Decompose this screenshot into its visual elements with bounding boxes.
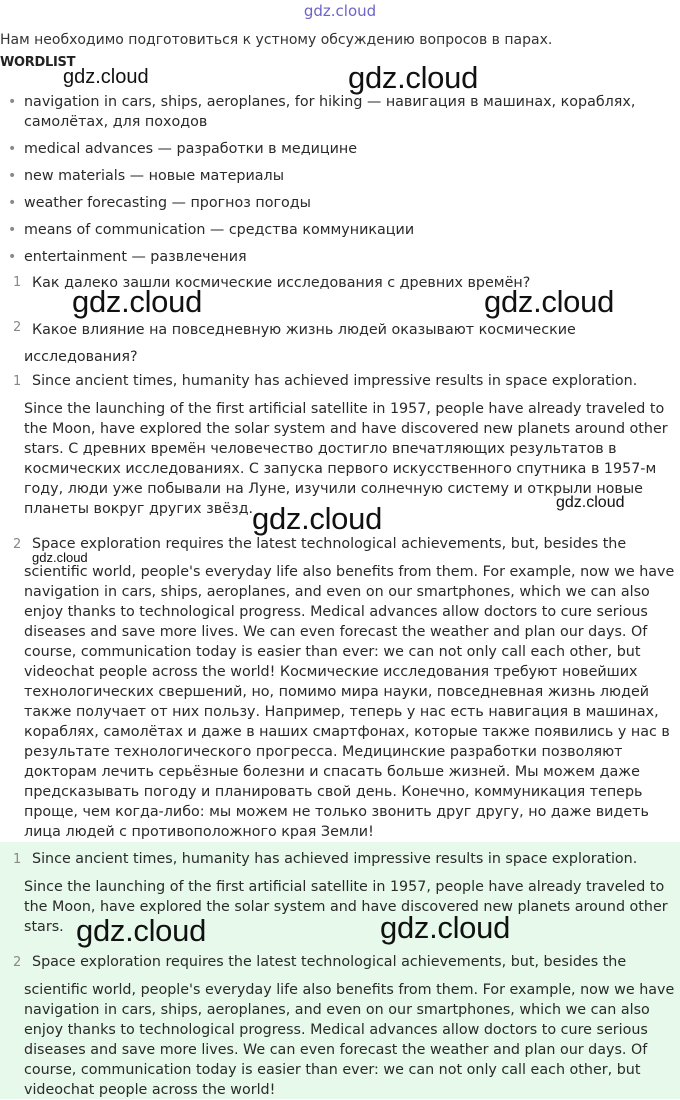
answer-lead: Space exploration requires the latest technological achievements, but, besides the <box>32 536 627 552</box>
question-number: 1 <box>13 275 22 290</box>
bullet-icon: • <box>8 249 17 265</box>
watermark-logo: gdz.cloud <box>76 913 207 948</box>
answer-number: 1 <box>13 374 22 389</box>
watermark-logo: gdz.cloud <box>348 60 479 95</box>
watermark-logo: gdz.cloud <box>72 284 203 319</box>
wordlist-title: WORDLIST <box>0 55 76 70</box>
answer-body: scientific world, people's everyday life also benefits from them. For example, now we have navigation in cars, ships, aeroplanes, and even on our smartphones, which we can also enjoy thanks to technological progress. Medical advances allow doctors to cure serious diseases and save more lives. We can even forecast the weather and plan our days. Of course, communication today is easier than ever: we can not only call each other, but videochat people across the world! Космические исследования требуют новейших технологических свершений, но, помимо мира науки, повседневная жизнь людей также получает от них пользу. Например, теперь у нас есть навигация в машинах, кораблях, самолётах и даже в наших смартфонах, которые также появились у нас в результате технологического прогресса. Медицинские разработки позволяют докторам лечить серьёзные болезни и спасать больше жизней. Мы можем даже предсказывать погоду и планировать свой день. Конечно, коммуникация теперь проще, чем когда-либо: мы можем не только звонить друг другу, но даже видеть лица людей с противоположного края Земли! <box>24 564 675 840</box>
answer-number: 2 <box>13 537 22 552</box>
answer-body: scientific world, people's everyday life also benefits from them. For example, now we have navigation in cars, ships, aeroplanes, and even on our smartphones, which we can also enjoy thanks to technological progress. Medical advances allow doctors to cure serious diseases and save more lives. We can even forecast the weather and plan our days. Of course, communication today is easier than ever: we can not only call each other, but videochat people across the world! <box>24 982 675 1098</box>
watermark-logo: gdz.cloud <box>32 550 88 565</box>
answer-body: Since the launching of the first artificial satellite in 1957, people have already traveled to the Moon, have explored the solar system and have discovered new planets around other stars. С древних времён человечество достигло впечатляющих результатов в космических исследованиях. С запуска первого искусственного спутника в 1957-м году, люди уже побывали на Луне, изучили солнечную систему и открыли новые планеты вокруг других звёзд. <box>24 401 668 517</box>
answer-number: 2 <box>13 955 22 970</box>
question-number: 2 <box>13 320 22 335</box>
bullet-icon: • <box>8 168 17 184</box>
answer-number: 1 <box>13 852 22 867</box>
intro-text: Нам необходимо подготовиться к устному обсуждению вопросов в парах. <box>0 32 553 48</box>
watermark-top: gdz.cloud <box>303 2 377 20</box>
watermark-logo: gdz.cloud <box>556 494 625 511</box>
bullet-icon: • <box>8 94 17 110</box>
answer-lead: Space exploration requires the latest technological achievements, but, besides the <box>32 954 627 970</box>
answer-lead: Since ancient times, humanity has achieved impressive results in space exploration. <box>32 851 638 867</box>
bullet-icon: • <box>8 141 17 157</box>
answer-body: Since the launching of the first artificial satellite in 1957, people have already traveled to the Moon, have explored the solar system and have discovered new planets around other stars. <box>24 879 668 935</box>
bullet-icon: • <box>8 195 17 211</box>
question-text: Какое влияние на повседневную жизнь людей оказывают космические исследования? <box>24 322 576 365</box>
watermark-logo: gdz.cloud <box>63 66 149 88</box>
answer-lead: Since ancient times, humanity has achieved impressive results in space exploration. <box>32 373 638 389</box>
watermark-logo: gdz.cloud <box>252 501 383 536</box>
question-text: Как далеко зашли космические исследования с древних времён? <box>32 275 531 291</box>
watermark-logo: gdz.cloud <box>484 284 615 319</box>
watermark-logo: gdz.cloud <box>380 910 511 945</box>
bullet-icon: • <box>8 222 17 238</box>
